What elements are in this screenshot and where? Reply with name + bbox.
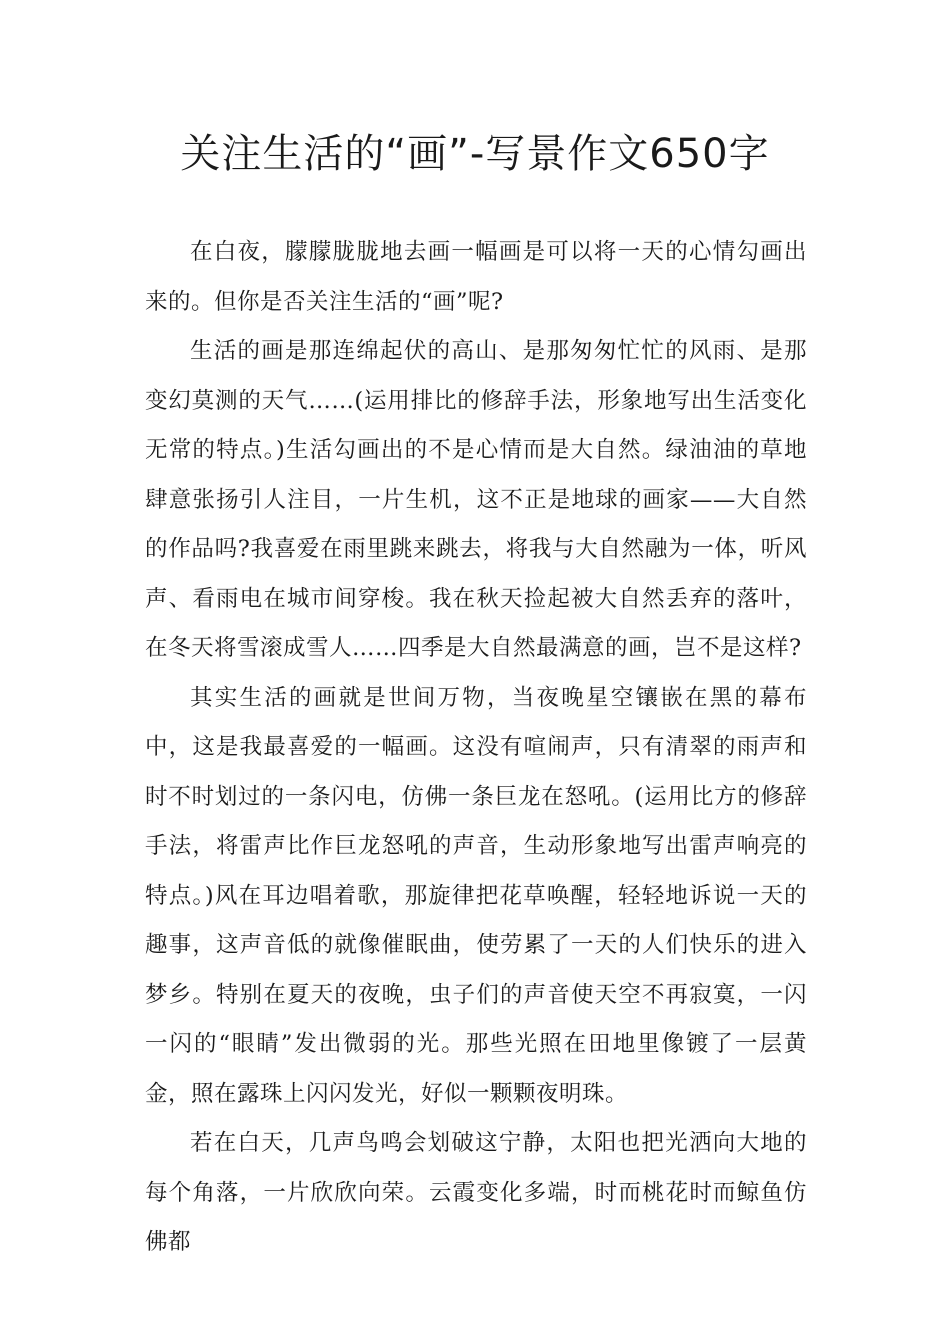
document-body: [145, 228, 807, 1268]
paragraph-4: 若在白天，几声鸟鸣会划破这宁静，太阳也把光洒向大地的每个角落，一片欣欣向荣。云霞变化多端，时而桃花时而鲸鱼仿佛都: [145, 1130, 807, 1255]
paragraph-1: 在白夜，朦朦胧胧地去画一幅画是可以将一天的心情勾画出来的。但你是否关注生活的“画”呢?: [145, 239, 807, 315]
paragraph-3: 其实生活的画就是世间万物，当夜晚星空镶嵌在黑的幕布中，这是我最喜爱的一幅画。这没有喧闹声，只有清翠的雨声和时不时划过的一条闪电，仿佛一条巨龙在怒吼。(运用比方的修辞手法，将雷声比作巨龙怒吼的声音，生动形象地写出雷声响亮的特点。)风在耳边唱着歌，那旋律把花草唤醒，轻轻地诉说一天的趣事，这声音低的就像催眠曲，使劳累了一天的人们快乐的进入梦乡。特别在夏天的夜晚，虫子们的声音使天空不再寂寞，一闪一闪的“眼睛”发出微弱的光。那些光照在田地里像镀了一层黄金，照在露珠上闪闪发光，好似一颗颗夜明珠。: [145, 684, 807, 1107]
paragraph-2: 生活的画是那连绵起伏的高山、是那匆匆忙忙的风雨、是那变幻莫测的天气……(运用排比的修辞手法，形象地写出生活变化无常的特点。)生活勾画出的不是心情而是大自然。绿油油的草地肆意张扬引人注目，一片生机，这不正是地球的画家——大自然的作品吗?我喜爱在雨里跳来跳去，将我与大自然融为一体，听风声、看雨电在城市间穿梭。我在秋天捡起被大自然丢弃的落叶，在冬天将雪滚成雪人……四季是大自然最满意的画，岂不是这样?: [145, 338, 807, 661]
document-title: 关注生活的“画”-写景作文650字: [180, 131, 770, 177]
